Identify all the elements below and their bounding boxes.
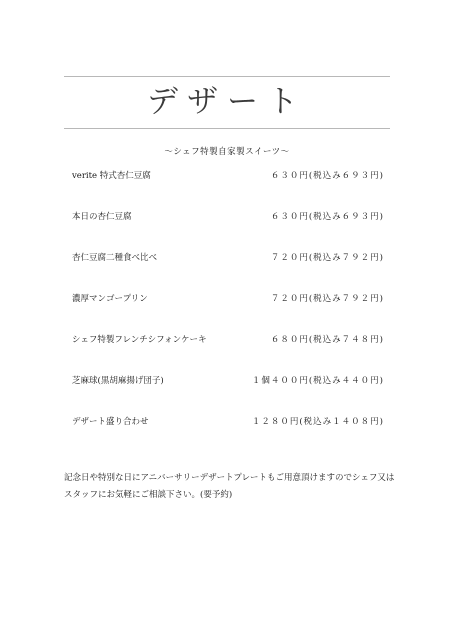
title-bottom-rule <box>64 128 390 129</box>
menu-item-price: ７２０円(税込み７９２円) <box>270 294 384 304</box>
menu-item-price: ６３０円(税込み６９３円) <box>270 212 384 222</box>
menu-item-name: 芝麻球(黒胡麻揚げ団子) <box>72 376 164 386</box>
menu-item <box>72 333 384 347</box>
menu-item-price: １個４００円(税込み４４０円) <box>251 376 384 386</box>
section-subtitle: 〜シェフ特製自家製スイーツ〜 <box>164 147 290 157</box>
menu-item-price: ６８０円(税込み７４８円) <box>270 335 384 345</box>
menu-item-name: verite 特式杏仁豆腐 <box>72 171 151 181</box>
menu-item-price: １２８０円(税込み１４０８円) <box>251 417 384 427</box>
menu-item <box>72 374 384 388</box>
menu-item <box>72 169 384 183</box>
note-line: 記念日や特別な日にアニバーサリーデザートプレートもご用意頂けますのでシェフ又は <box>64 473 395 483</box>
reservation-note <box>64 470 394 504</box>
page-title: デザート <box>147 84 307 120</box>
menu-item <box>72 210 384 224</box>
menu-item-name: 濃厚マンゴープリン <box>72 294 148 304</box>
menu-item <box>72 292 384 306</box>
menu-item <box>72 415 384 429</box>
menu-item <box>72 251 384 265</box>
menu-item-name: 杏仁豆腐二種食べ比べ <box>72 253 158 263</box>
title-top-rule <box>64 76 390 77</box>
menu-item-price: ７２０円(税込み７９２円) <box>270 253 384 263</box>
menu-item-price: ６３０円(税込み６９３円) <box>270 171 384 181</box>
note-line: スタッフにお気軽にご相談下さい。(要予約) <box>64 490 233 500</box>
menu-item-name: 本日の杏仁豆腐 <box>72 212 132 222</box>
menu-item-name: デザート盛り合わせ <box>72 417 149 427</box>
menu-item-name: シェフ特製フレンチシフォンケーキ <box>72 335 207 345</box>
